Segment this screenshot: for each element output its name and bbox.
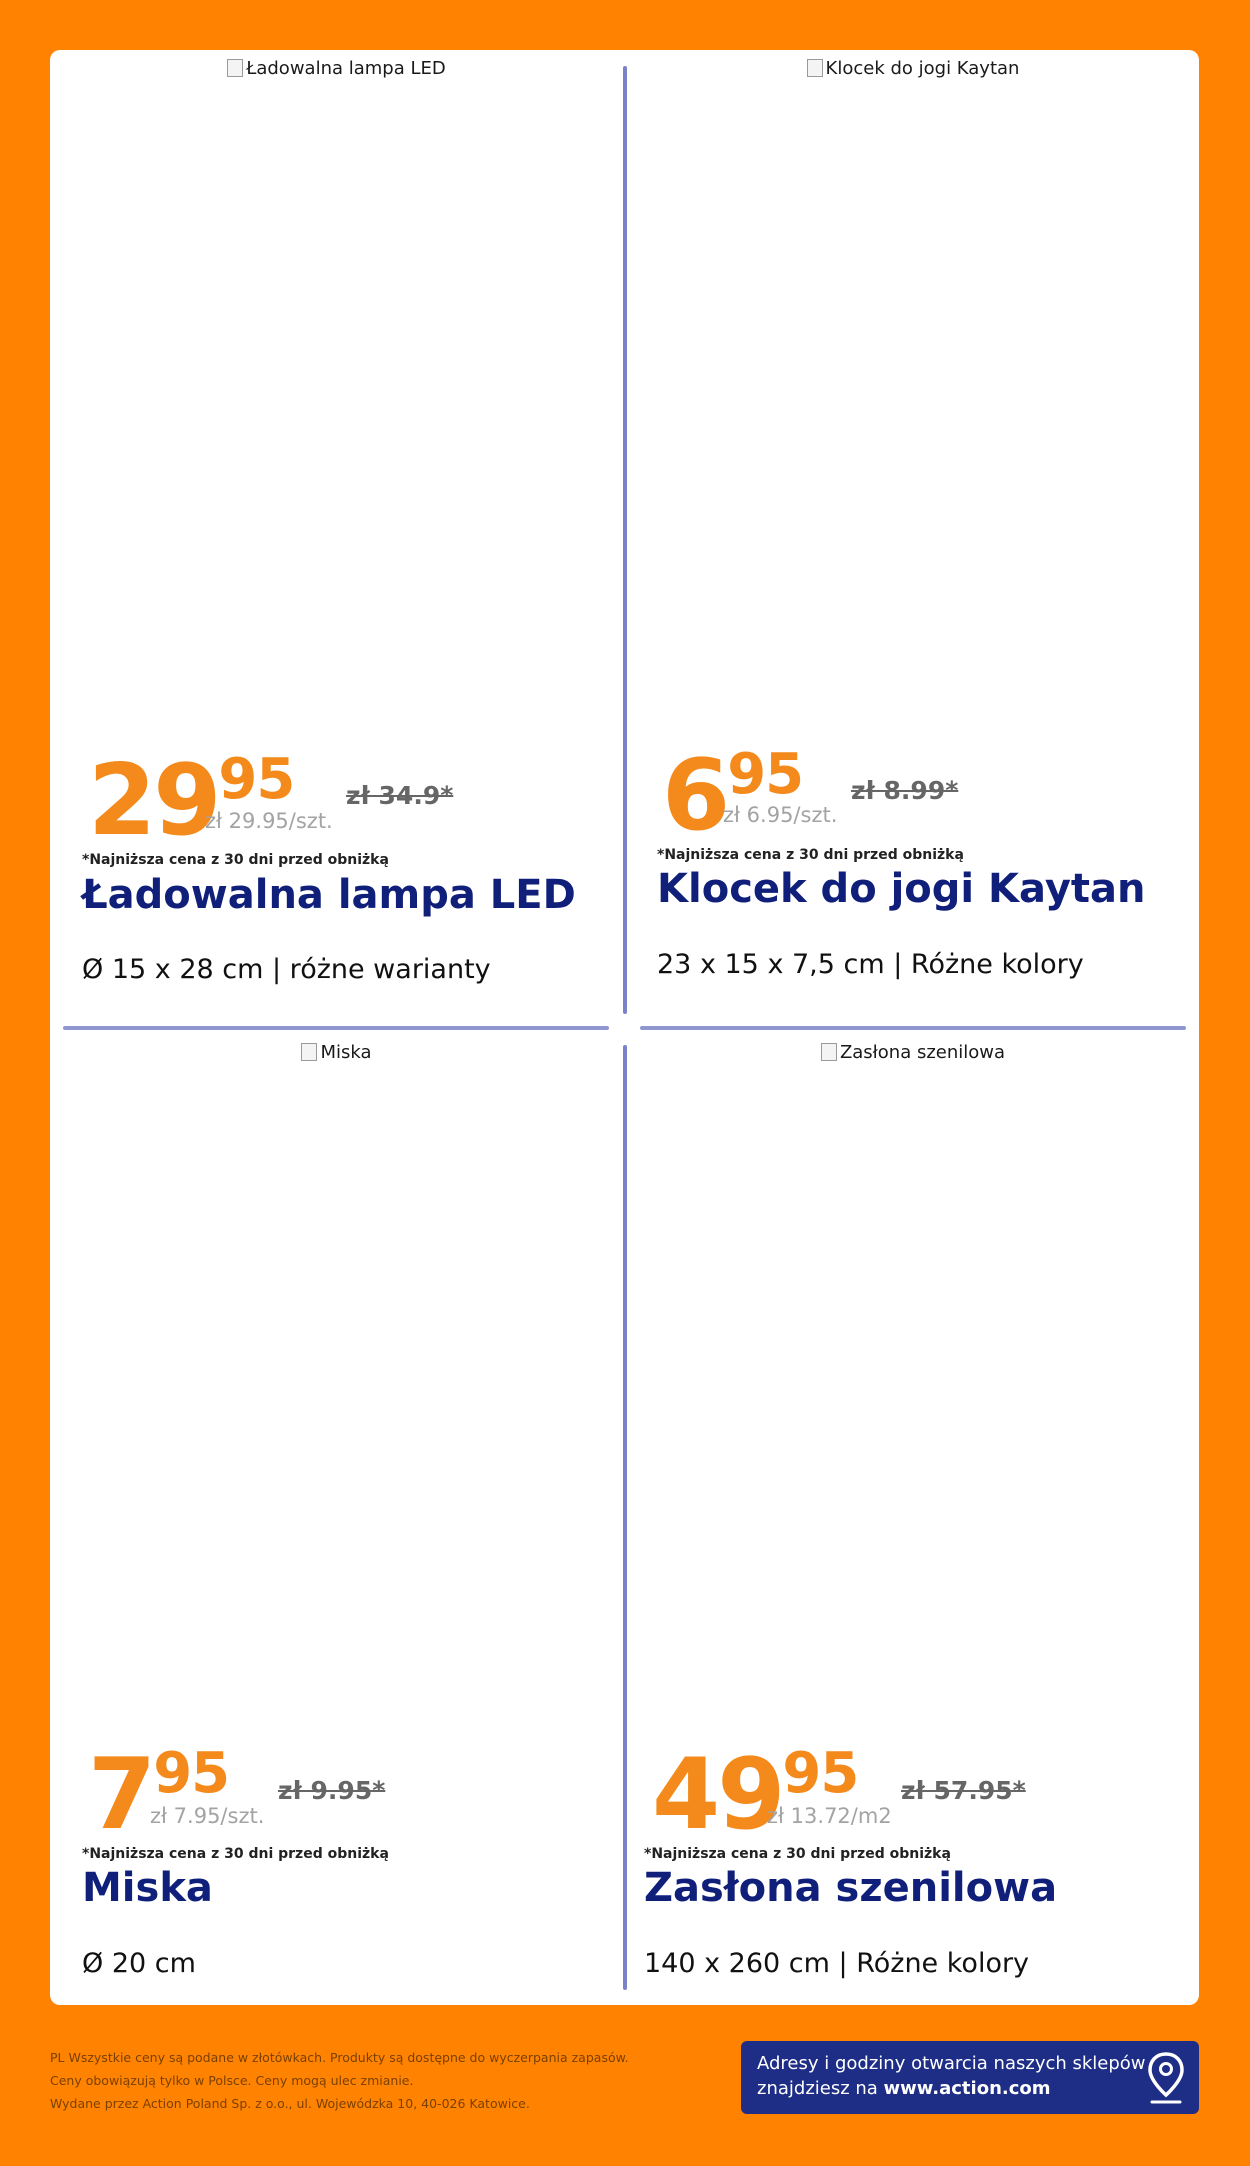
product-image[interactable] — [50, 58, 623, 79]
product-description: 140 x 260 cm | Różne kolory — [644, 1948, 1030, 1979]
price-integer: 49 — [652, 1738, 783, 1852]
price — [88, 744, 295, 858]
product-description: Ø 20 cm — [82, 1948, 196, 1979]
broken-image-icon — [227, 59, 243, 77]
product-image[interactable] — [627, 58, 1199, 79]
old-price: zł 57.95* — [901, 1776, 1026, 1805]
leaflet-sheet — [50, 50, 1199, 2005]
product-name[interactable]: Ładowalna lampa LED — [82, 872, 576, 918]
price-cents: 95 — [782, 1741, 859, 1806]
old-price: zł 8.99* — [851, 776, 959, 805]
image-alt-text: Miska — [320, 1042, 372, 1063]
old-price: zł 9.95* — [278, 1776, 386, 1805]
unit-price: zł 13.72/m2 — [767, 1804, 892, 1828]
product-image[interactable] — [627, 1042, 1199, 1063]
store-locator-prefix: znajdziesz na — [757, 2078, 884, 2099]
image-alt-text: Zasłona szenilowa — [839, 1042, 1006, 1063]
price-integer: 7 — [88, 1738, 154, 1852]
broken-image-icon — [301, 1043, 317, 1061]
unit-price: zł 6.95/szt. — [723, 803, 838, 827]
unit-price: zł 7.95/szt. — [150, 1804, 265, 1828]
broken-image-icon — [821, 1043, 837, 1061]
product-card-lamp[interactable] — [50, 50, 623, 1026]
lowest-price-note: *Najniższa cena z 30 dni przed obniżką — [657, 847, 964, 863]
price-integer: 6 — [662, 739, 728, 853]
legal-line: Ceny obowiązują tylko w Polsce. Ceny mogą ulec zmianie. — [50, 2073, 414, 2088]
location-pin-icon — [1146, 2051, 1186, 2106]
store-locator-link-line — [757, 2078, 1051, 2099]
legal-footer — [50, 2046, 710, 2115]
lowest-price-note: *Najniższa cena z 30 dni przed obniżką — [644, 1846, 951, 1862]
legal-line: PL Wszystkie ceny są podane w złotówkach. Produkty są dostępne do wyczerpania zapasów. — [50, 2050, 629, 2065]
price — [88, 1738, 230, 1852]
price — [652, 1738, 859, 1852]
product-name[interactable]: Miska — [82, 1865, 213, 1911]
unit-price: zł 29.95/szt. — [205, 809, 333, 833]
image-alt-text: Ładowalna lampa LED — [246, 58, 446, 79]
lowest-price-note: *Najniższa cena z 30 dni przed obniżką — [82, 1846, 389, 1862]
product-card-curtain[interactable] — [627, 1030, 1199, 2005]
product-image[interactable] — [50, 1042, 623, 1063]
broken-image-icon — [807, 59, 823, 77]
lowest-price-note: *Najniższa cena z 30 dni przed obniżką — [82, 852, 389, 868]
product-card-bowl[interactable] — [50, 1030, 623, 2005]
store-locator-banner[interactable] — [741, 2041, 1199, 2114]
price-cents: 95 — [727, 742, 804, 807]
image-alt-text: Klocek do jogi Kaytan — [825, 58, 1020, 79]
price-integer: 29 — [88, 744, 219, 858]
old-price: zł 34.9* — [346, 781, 454, 810]
price-cents: 95 — [153, 1741, 230, 1806]
product-description: 23 x 15 x 7,5 cm | Różne kolory — [657, 949, 1084, 980]
product-name[interactable]: Zasłona szenilowa — [644, 1865, 1058, 1911]
product-card-yoga-block[interactable] — [627, 50, 1199, 1026]
price-cents: 95 — [218, 747, 295, 812]
product-description: Ø 15 x 28 cm | różne warianty — [82, 954, 491, 985]
action-website-link[interactable]: www.action.com — [883, 2078, 1051, 2099]
legal-line: Wydane przez Action Poland Sp. z o.o., ul. Wojewódzka 10, 40-026 Katowice. — [50, 2096, 530, 2111]
store-locator-text: Adresy i godziny otwarcia naszych sklepów — [757, 2053, 1146, 2074]
price — [662, 739, 804, 853]
product-name[interactable]: Klocek do jogi Kaytan — [657, 866, 1146, 912]
